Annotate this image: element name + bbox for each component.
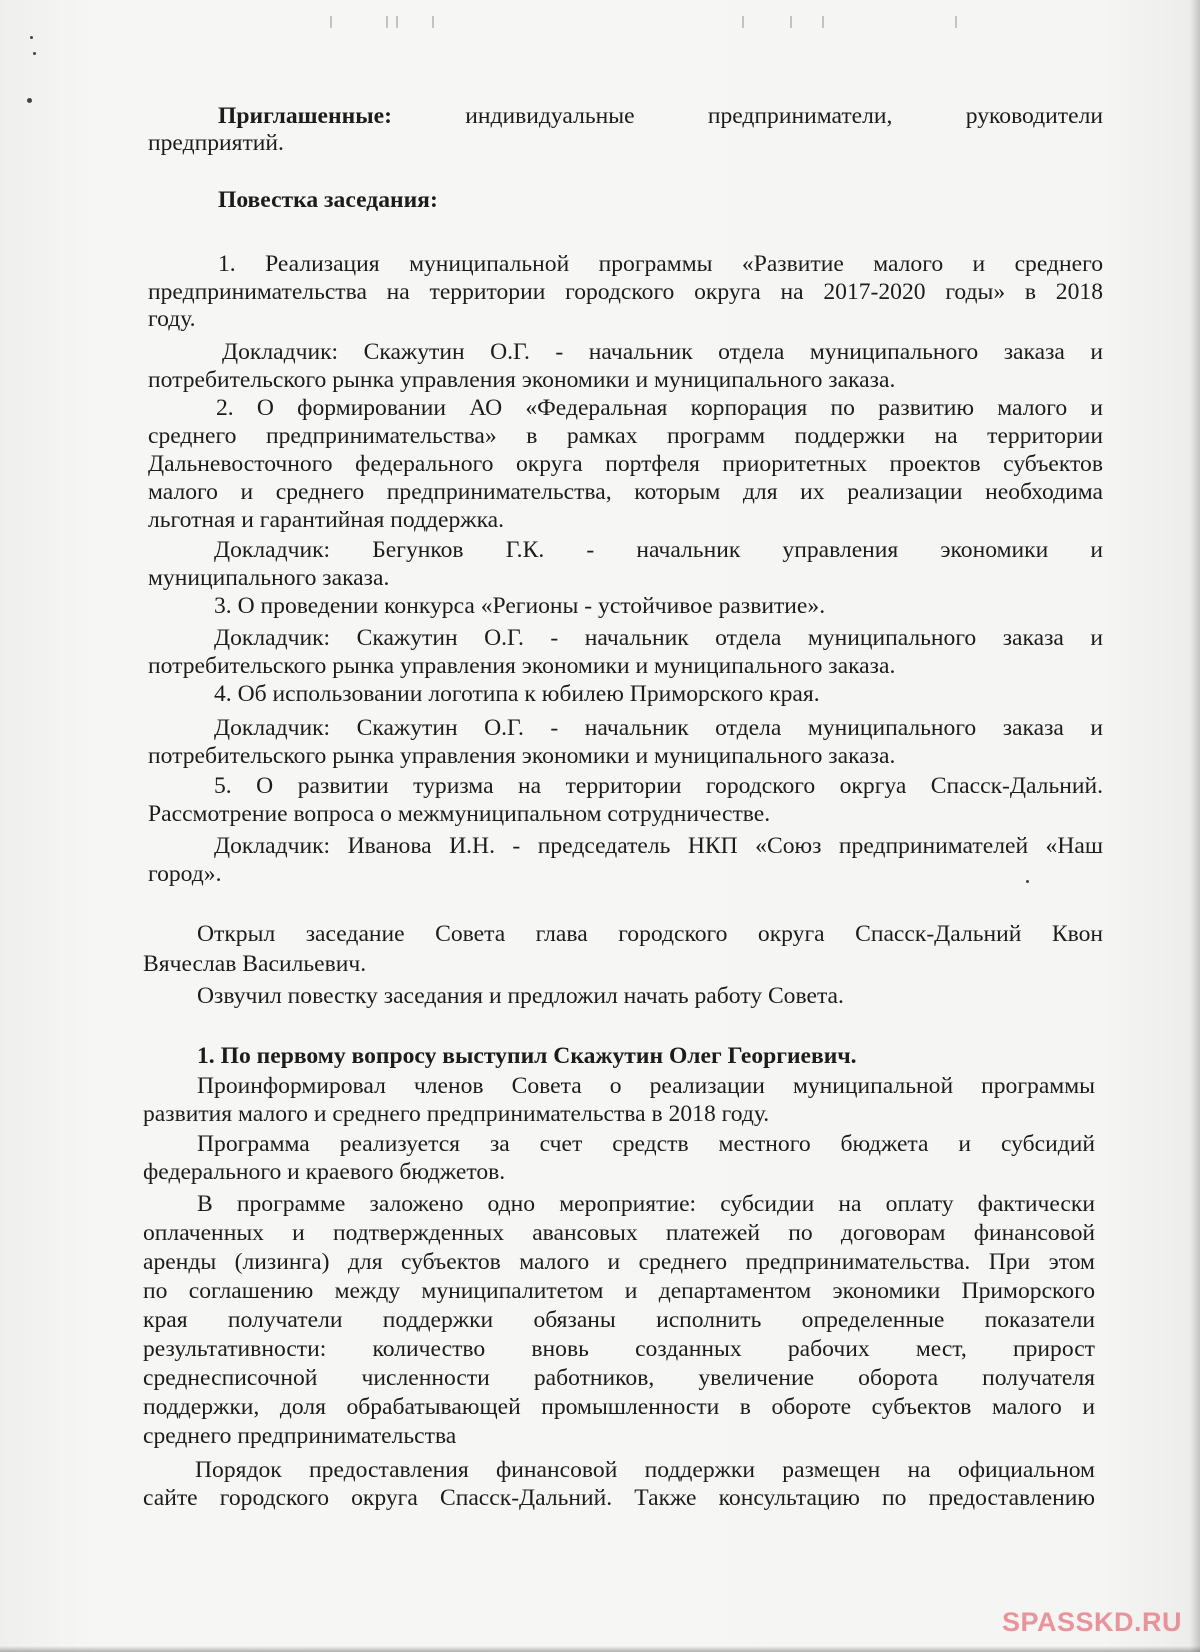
question-1-p2-line-1: Программа реализуется за счет средств местного бюджета и субсидий bbox=[197, 1131, 1095, 1157]
agenda-item-3-speaker-line-2: потребительского рынка управления экономики и муниципального заказа. bbox=[148, 653, 896, 679]
agenda-item-2-line-5: льготная и гарантийная поддержка. bbox=[148, 507, 505, 533]
invited-line-1 bbox=[148, 102, 1103, 130]
site-watermark: SPASSKD.RU bbox=[1001, 1607, 1182, 1637]
question-1-p3-line-8: поддержки, доля обрабатывающей промышленности в обороте субъектов малого и bbox=[143, 1394, 1095, 1420]
question-1-p4-line-1: Порядок предоставления финансовой поддержки размещен на официальном bbox=[195, 1457, 1095, 1483]
agenda-item-4-line-1: 4. Об использовании логотипа к юбилею Приморского края. bbox=[214, 681, 820, 707]
agenda-item-2-speaker-line-1: Докладчик: Бегунков Г.К. - начальник управления экономики и bbox=[214, 537, 1103, 563]
question-1-p3-line-2: оплаченных и подтвержденных авансовых платежей по договорам финансовой bbox=[143, 1220, 1095, 1246]
question-1-p1-line-2: развития малого и среднего предпринимательства в 2018 году. bbox=[143, 1101, 770, 1127]
agenda-item-3-line-1: 3. О проведении конкурса «Регионы - устойчивое развитие». bbox=[214, 593, 826, 619]
agenda-heading-text: Повестка заседания: bbox=[218, 187, 438, 213]
opening-line-3: Озвучил повестку заседания и предложил начать работу Совета. bbox=[197, 983, 844, 1009]
agenda-item-5-line-1: 5. О развитии туризма на территории городского окргуа Спасск-Дальний. bbox=[214, 773, 1103, 799]
question-1-p2-line-2: федерального и краевого бюджетов. bbox=[143, 1159, 506, 1185]
invited-line-2: предприятий. bbox=[148, 130, 284, 156]
opening-line-1: Открыл заседание Совета глава городского округа Спасск-Дальний Квон bbox=[197, 921, 1103, 947]
agenda-item-2-line-3: Дальневосточного федерального округа портфеля приоритетных проектов субъектов bbox=[148, 451, 1103, 477]
agenda-item-5-speaker-line-2: город». bbox=[148, 861, 222, 887]
agenda-item-3-speaker-line-1: Докладчик: Скажутин О.Г. - начальник отдела муниципального заказа и bbox=[214, 625, 1103, 651]
page-shadow-right bbox=[1190, 0, 1200, 1652]
agenda-item-2-line-2: среднего предпринимательства» в рамках программ поддержки на территории bbox=[148, 423, 1103, 449]
question-1-p3-line-3: аренды (лизинга) для субъектов малого и среднего предпринимательства. При этом bbox=[143, 1249, 1095, 1275]
agenda-item-2-speaker-line-2: муниципального заказа. bbox=[148, 565, 390, 591]
agenda-item-1-line-3: году. bbox=[148, 306, 196, 332]
agenda-item-2-line-1: 2. О формировании АО «Федеральная корпорация по развитию малого и bbox=[216, 395, 1103, 421]
agenda-item-1-speaker-line-2: потребительского рынка управления экономики и муниципального заказа. bbox=[148, 367, 896, 393]
question-1-heading bbox=[143, 1042, 1103, 1070]
question-1-p3-line-6: результативности: количество вновь созданных рабочих мест, прирост bbox=[143, 1336, 1095, 1362]
invited-label: Приглашенные: bbox=[218, 103, 392, 129]
agenda-item-5-line-2: Рассмотрение вопроса о межмуниципальном сотрудничестве. bbox=[148, 801, 771, 827]
scan-speck bbox=[30, 36, 33, 39]
question-1-p3-line-5: края получатели поддержки обязаны исполнить определенные показатели bbox=[143, 1307, 1095, 1333]
agenda-item-2-line-4: малого и среднего предпринимательства, которым для их реализации необходима bbox=[148, 479, 1103, 505]
agenda-item-1-line-1: 1. Реализация муниципальной программы «Развитие малого и среднего bbox=[218, 251, 1103, 277]
question-1-p3-line-7: среднесписочной численности работников, увеличение оборота получателя bbox=[143, 1365, 1095, 1391]
question-1-p3-line-4: по соглашению между муниципалитетом и департаментом экономики Приморского bbox=[143, 1278, 1095, 1304]
question-1-p4-line-2: сайте городского округа Спасск-Дальний. Также консультацию по предоставлению bbox=[143, 1485, 1095, 1511]
page-shadow-bottom bbox=[0, 1646, 1200, 1652]
question-1-p1-line-1: Проинформировал членов Совета о реализации муниципальной программы bbox=[197, 1073, 1095, 1099]
question-1-p3-line-9: среднего предпринимательства bbox=[143, 1423, 457, 1449]
agenda-heading bbox=[148, 186, 1103, 214]
agenda-item-4-speaker-line-1: Докладчик: Скажутин О.Г. - начальник отдела муниципального заказа и bbox=[214, 715, 1103, 741]
opening-line-2: Вячеслав Васильевич. bbox=[143, 951, 367, 977]
question-1-p3-line-1: В программе заложено одно мероприятие: субсидии на оплату фактически bbox=[197, 1191, 1095, 1217]
scan-speck bbox=[27, 98, 32, 103]
agenda-item-5-speaker-line-1: Докладчик: Иванова И.Н. - председатель НКП «Союз предпринимателей «Наш bbox=[214, 833, 1103, 859]
scan-speck bbox=[33, 52, 36, 55]
question-1-heading-text: 1. По первому вопросу выступил Скажутин Олег Георгиевич. bbox=[197, 1043, 857, 1069]
scan-top-marks bbox=[0, 16, 1200, 30]
invited-text: индивидуальные предприниматели, руководители bbox=[465, 103, 1103, 129]
agenda-item-4-speaker-line-2: потребительского рынка управления экономики и муниципального заказа. bbox=[148, 743, 896, 769]
agenda-item-1-speaker-line-1: Докладчик: Скажутин О.Г. - начальник отдела муниципального заказа и bbox=[222, 339, 1103, 365]
agenda-item-1-line-2: предпринимательства на территории городского округа на 2017-2020 годы» в 2018 bbox=[148, 279, 1103, 305]
